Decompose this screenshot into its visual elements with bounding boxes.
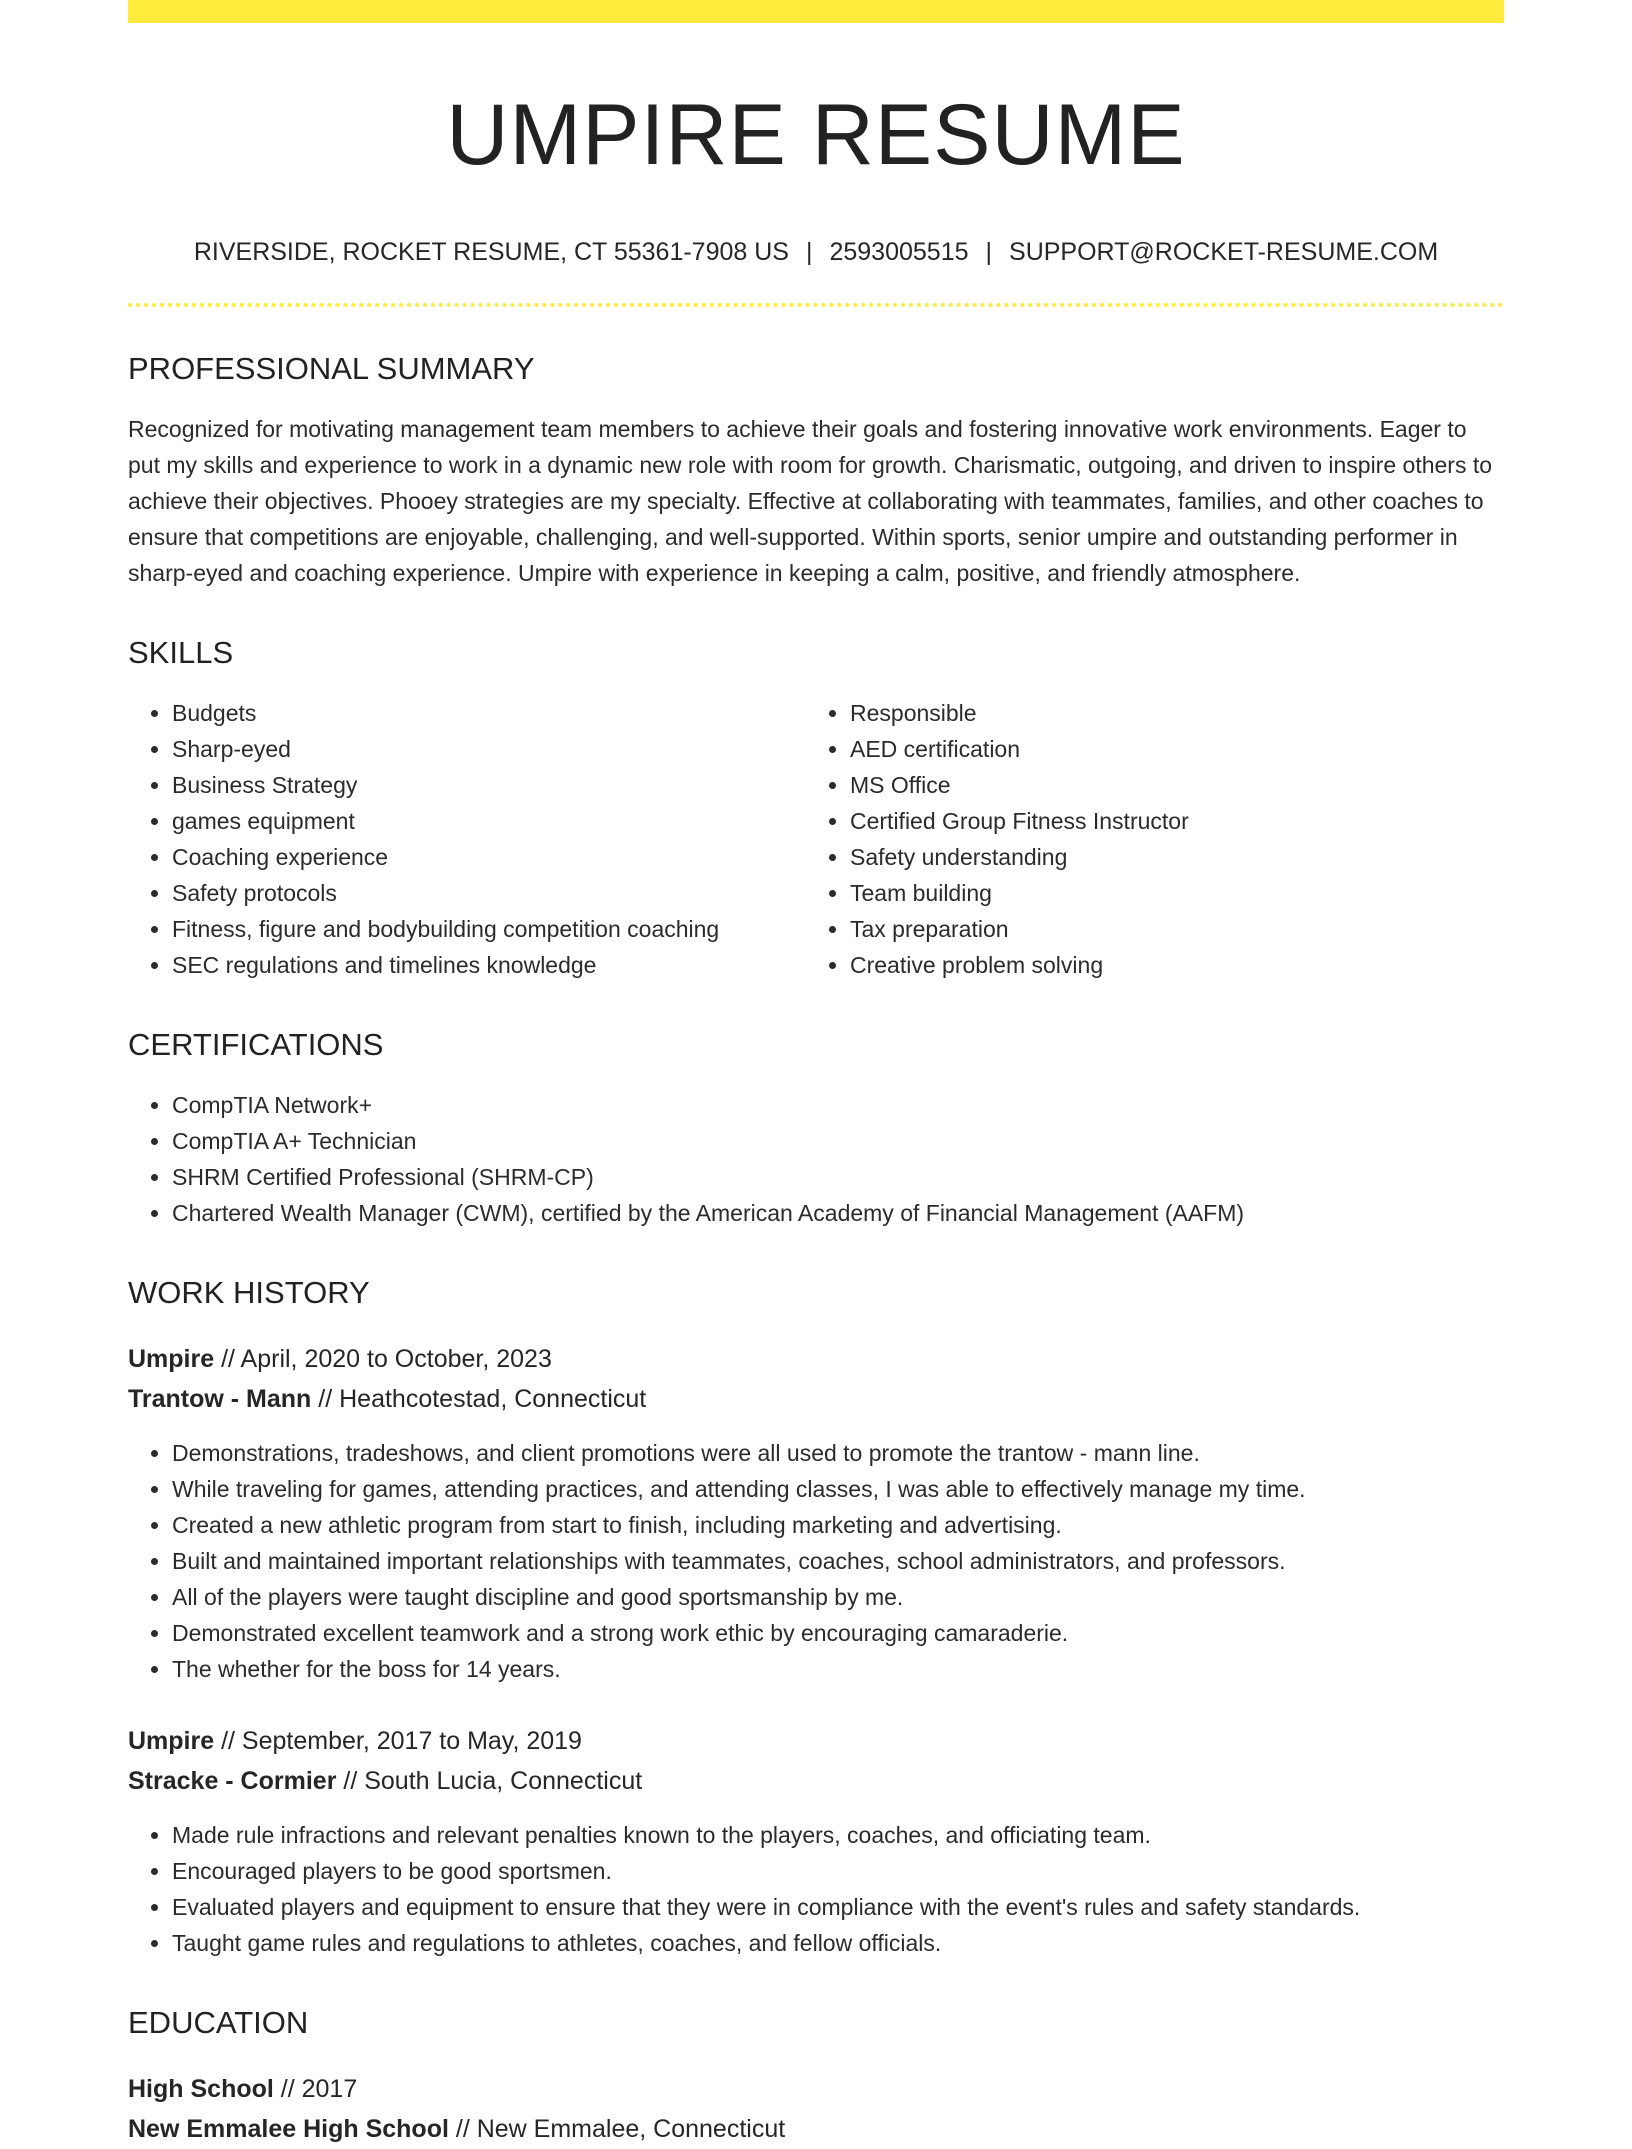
job-role-line xyxy=(128,1721,1504,1761)
job-duty: • Demonstrated excellent teamwork and a strong work ethic by encouraging camaraderie. xyxy=(172,1615,1504,1651)
certification-item: • CompTIA A+ Technician xyxy=(172,1123,1504,1159)
header-divider xyxy=(128,303,1504,307)
job-duty: • Demonstrations, tradeshows, and client promotions were all used to promote the trantow - mann line. xyxy=(172,1435,1504,1471)
job-company-line xyxy=(128,1379,1504,1419)
education-school-line xyxy=(128,2109,1504,2149)
contact-email: SUPPORT@ROCKET-RESUME.COM xyxy=(1009,238,1439,266)
job-entry xyxy=(128,1721,1504,1961)
education-degree-line xyxy=(128,2069,1504,2109)
job-duty: • Created a new athletic program from start to finish, including marketing and advertising. xyxy=(172,1507,1504,1543)
skills-heading: SKILLS xyxy=(128,635,234,670)
contact-separator: | xyxy=(985,238,993,266)
skill-item: • games equipment xyxy=(172,803,806,839)
summary-heading: PROFESSIONAL SUMMARY xyxy=(128,351,535,386)
summary-text: Recognized for motivating management team members to achieve their goals and fostering innovative work environments. Eager to put my skills and experience to work in a dynamic new role with room for growth. Charismatic, outgoing, and driven to inspire others to achieve their objectives. Phooey strategies are my specialty. Effective at collaborating with teammates, families, and other coaches to ensure that competitions are enjoyable, challenging, and well-supported. Within sports, senior umpire and outstanding performer in sharp-eyed and coaching experience. Umpire with experience in keeping a calm, positive, and friendly atmosphere. xyxy=(128,416,1493,586)
education-school: New Emmalee High School xyxy=(128,2115,449,2143)
skill-item: • SEC regulations and timelines knowledge xyxy=(172,947,806,983)
contact-phone: 2593005515 xyxy=(829,238,969,266)
certification-item: • CompTIA Network+ xyxy=(172,1087,1504,1123)
contact-line xyxy=(128,235,1504,269)
skill-item: • Responsible xyxy=(850,695,1484,731)
certifications-heading: CERTIFICATIONS xyxy=(128,1027,384,1062)
job-duties-list xyxy=(128,1435,1504,1687)
job-duty: • Taught game rules and regulations to athletes, coaches, and fellow officials. xyxy=(172,1925,1504,1961)
job-company: Trantow - Mann xyxy=(128,1385,312,1413)
skill-item: • Safety protocols xyxy=(172,875,806,911)
skills-grid xyxy=(128,695,1504,983)
certifications-list xyxy=(128,1087,1504,1231)
job-duty: • While traveling for games, attending practices, and attending classes, I was able to effectively manage my time. xyxy=(172,1471,1504,1507)
job-duty: • Made rule infractions and relevant penalties known to the players, coaches, and officiating team. xyxy=(172,1817,1504,1853)
job-role: Umpire xyxy=(128,1345,215,1373)
skill-item: • Budgets xyxy=(172,695,806,731)
skill-item: • Fitness, figure and bodybuilding competition coaching xyxy=(172,911,806,947)
job-entry xyxy=(128,1339,1504,1687)
job-location: // South Lucia, Connecticut xyxy=(336,1767,643,1795)
job-location: // Heathcotestad, Connecticut xyxy=(311,1385,647,1413)
skill-item: • Creative problem solving xyxy=(850,947,1484,983)
job-duty: • All of the players were taught discipline and good sportsmanship by me. xyxy=(172,1579,1504,1615)
job-duty: • Encouraged players to be good sportsmen. xyxy=(172,1853,1504,1889)
job-company: Stracke - Cormier xyxy=(128,1767,337,1795)
job-duties-list xyxy=(128,1817,1504,1961)
skills-list-left xyxy=(128,695,806,983)
job-dates: // September, 2017 to May, 2019 xyxy=(214,1727,582,1755)
resume-title: UMPIRE RESUME xyxy=(446,87,1186,183)
skill-item: • Safety understanding xyxy=(850,839,1484,875)
education-entry xyxy=(128,2069,1504,2149)
contact-address: RIVERSIDE, ROCKET RESUME, CT 55361-7908 US xyxy=(193,238,789,266)
job-role-line xyxy=(128,1339,1504,1379)
education-heading: EDUCATION xyxy=(128,2005,309,2040)
top-accent-bar xyxy=(128,0,1504,23)
education-year: // 2017 xyxy=(273,2075,358,2103)
skill-item: • Coaching experience xyxy=(172,839,806,875)
education-location: // New Emmalee, Connecticut xyxy=(448,2115,786,2143)
job-dates: // April, 2020 to October, 2023 xyxy=(214,1345,552,1373)
certification-item: • SHRM Certified Professional (SHRM-CP) xyxy=(172,1159,1504,1195)
job-duty: • Evaluated players and equipment to ensure that they were in compliance with the event's rules and safety standards. xyxy=(172,1889,1504,1925)
job-role: Umpire xyxy=(128,1727,215,1755)
job-duty: • The whether for the boss for 14 years. xyxy=(172,1651,1504,1687)
skill-item: • Tax preparation xyxy=(850,911,1484,947)
skill-item: • Business Strategy xyxy=(172,767,806,803)
skill-item: • Certified Group Fitness Instructor xyxy=(850,803,1484,839)
certification-item: • Chartered Wealth Manager (CWM), certified by the American Academy of Financial Management (AAFM) xyxy=(172,1195,1504,1231)
skill-item: • AED certification xyxy=(850,731,1484,767)
skill-item: • MS Office xyxy=(850,767,1484,803)
job-company-line xyxy=(128,1761,1504,1801)
skill-item: • Team building xyxy=(850,875,1484,911)
job-duty: • Built and maintained important relationships with teammates, coaches, school administrators, and professors. xyxy=(172,1543,1504,1579)
resume-page xyxy=(128,0,1504,2149)
contact-separator: | xyxy=(805,238,813,266)
skill-item: • Sharp-eyed xyxy=(172,731,806,767)
skills-list-right xyxy=(806,695,1484,983)
education-degree: High School xyxy=(128,2075,274,2103)
work-history-heading: WORK HISTORY xyxy=(128,1275,370,1310)
